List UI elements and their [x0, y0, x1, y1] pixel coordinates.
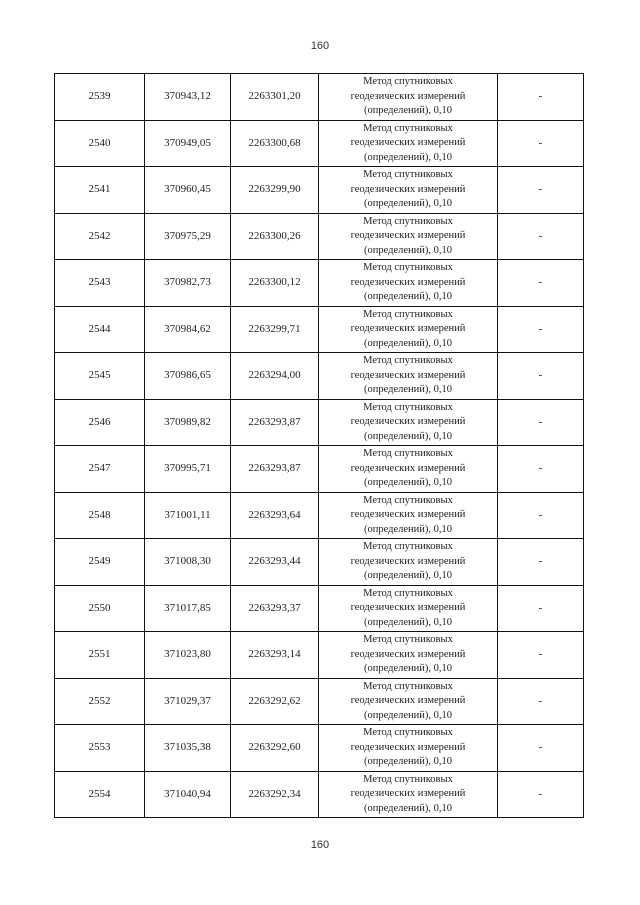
- method-line: Метод спутниковых: [363, 215, 453, 227]
- method-line: (определений), 0,10: [363, 477, 453, 488]
- table-row: [55, 585, 584, 632]
- x-coordinate-cell: 371008,30: [145, 539, 231, 586]
- method-cell: [319, 539, 498, 586]
- note-cell: -: [498, 492, 584, 539]
- method-line: (определений), 0,10: [363, 244, 453, 256]
- method-line: геодезических измерений: [350, 369, 466, 381]
- y-coordinate-cell: 2263293,64: [231, 492, 319, 539]
- method-cell: [319, 771, 498, 818]
- method-line: геодезических измерений: [350, 416, 466, 427]
- method-line: Метод спутниковых: [363, 448, 453, 459]
- table-row: [55, 213, 584, 260]
- point-number-cell: 2547: [55, 446, 145, 493]
- x-coordinate-cell: 370984,62: [145, 306, 231, 353]
- point-number-cell: 2553: [55, 725, 145, 772]
- method-line: геодезических измерений: [350, 555, 466, 567]
- table-row: [55, 725, 584, 772]
- coordinates-table-body: [55, 74, 584, 818]
- table-row: [55, 446, 584, 493]
- y-coordinate-cell: 2263293,87: [231, 399, 319, 446]
- note-cell: -: [498, 74, 584, 121]
- x-coordinate-cell: 370975,29: [145, 213, 231, 260]
- method-line: (определений), 0,10: [363, 198, 453, 209]
- method-line: Метод спутниковых: [363, 401, 453, 413]
- note-cell: -: [498, 260, 584, 307]
- y-coordinate-cell: 2263301,20: [231, 74, 319, 121]
- x-coordinate-cell: 370943,12: [145, 74, 231, 121]
- table-row: [55, 260, 584, 307]
- table-row: [55, 306, 584, 353]
- method-line: Метод спутниковых: [363, 308, 453, 320]
- method-line: геодезических измерений: [350, 509, 466, 520]
- method-cell: [319, 446, 498, 493]
- method-line: геодезических измерений: [350, 602, 466, 613]
- method-line: Метод спутниковых: [363, 122, 453, 134]
- method-line: Метод спутниковых: [363, 634, 453, 645]
- x-coordinate-cell: 370986,65: [145, 353, 231, 400]
- method-cell: [319, 678, 498, 725]
- table-row: [55, 539, 584, 586]
- method-cell: [319, 120, 498, 167]
- page-number-top: 160: [310, 40, 330, 52]
- method-cell: [319, 213, 498, 260]
- method-line: (определений), 0,10: [363, 337, 453, 349]
- x-coordinate-cell: 371017,85: [145, 585, 231, 632]
- point-number-cell: 2551: [55, 632, 145, 679]
- method-line: геодезических измерений: [350, 695, 466, 706]
- x-coordinate-cell: 370960,45: [145, 167, 231, 214]
- method-line: Метод спутниковых: [363, 355, 453, 366]
- method-line: геодезических измерений: [350, 230, 466, 241]
- table-row: [55, 120, 584, 167]
- method-line: (определений), 0,10: [363, 151, 453, 163]
- method-line: (определений), 0,10: [363, 756, 453, 767]
- note-cell: -: [498, 632, 584, 679]
- point-number-cell: 2540: [55, 120, 145, 167]
- method-line: геодезических измерений: [350, 788, 466, 799]
- y-coordinate-cell: 2263300,12: [231, 260, 319, 307]
- method-line: (определений), 0,10: [363, 291, 453, 302]
- y-coordinate-cell: 2263293,87: [231, 446, 319, 493]
- note-cell: -: [498, 771, 584, 818]
- x-coordinate-cell: 370949,05: [145, 120, 231, 167]
- point-number-cell: 2539: [55, 74, 145, 121]
- method-line: (определений), 0,10: [363, 802, 453, 814]
- method-line: (определений), 0,10: [363, 709, 453, 721]
- method-line: геодезических измерений: [350, 276, 466, 288]
- method-line: геодезических измерений: [350, 741, 466, 753]
- method-line: (определений), 0,10: [363, 523, 453, 535]
- note-cell: -: [498, 213, 584, 260]
- y-coordinate-cell: 2263292,60: [231, 725, 319, 772]
- method-line: (определений), 0,10: [363, 663, 453, 674]
- x-coordinate-cell: 371035,38: [145, 725, 231, 772]
- note-cell: -: [498, 399, 584, 446]
- method-line: Метод спутниковых: [363, 262, 453, 273]
- y-coordinate-cell: 2263292,62: [231, 678, 319, 725]
- y-coordinate-cell: 2263292,34: [231, 771, 319, 818]
- x-coordinate-cell: 371023,80: [145, 632, 231, 679]
- method-line: геодезических измерений: [350, 648, 466, 660]
- table-row: [55, 771, 584, 818]
- point-number-cell: 2542: [55, 213, 145, 260]
- y-coordinate-cell: 2263294,00: [231, 353, 319, 400]
- table-row: [55, 74, 584, 121]
- note-cell: -: [498, 353, 584, 400]
- method-line: (определений), 0,10: [363, 570, 453, 581]
- note-cell: -: [498, 725, 584, 772]
- table-row: [55, 632, 584, 679]
- method-line: Метод спутниковых: [363, 587, 453, 599]
- point-number-cell: 2544: [55, 306, 145, 353]
- method-cell: [319, 492, 498, 539]
- method-cell: [319, 353, 498, 400]
- note-cell: -: [498, 120, 584, 167]
- note-cell: -: [498, 446, 584, 493]
- point-number-cell: 2550: [55, 585, 145, 632]
- method-line: геодезических измерений: [350, 462, 466, 474]
- method-line: Метод спутниковых: [363, 727, 453, 738]
- method-line: геодезических измерений: [350, 137, 466, 148]
- x-coordinate-cell: 370982,73: [145, 260, 231, 307]
- point-number-cell: 2554: [55, 771, 145, 818]
- table-row: [55, 353, 584, 400]
- point-number-cell: 2552: [55, 678, 145, 725]
- note-cell: -: [498, 167, 584, 214]
- table-row: [55, 492, 584, 539]
- x-coordinate-cell: 370989,82: [145, 399, 231, 446]
- method-cell: [319, 306, 498, 353]
- point-number-cell: 2543: [55, 260, 145, 307]
- x-coordinate-cell: 371029,37: [145, 678, 231, 725]
- point-number-cell: 2541: [55, 167, 145, 214]
- x-coordinate-cell: 371040,94: [145, 771, 231, 818]
- y-coordinate-cell: 2263300,26: [231, 213, 319, 260]
- note-cell: -: [498, 306, 584, 353]
- point-number-cell: 2548: [55, 492, 145, 539]
- method-line: Метод спутниковых: [363, 169, 453, 180]
- method-line: (определений), 0,10: [363, 105, 453, 116]
- point-number-cell: 2546: [55, 399, 145, 446]
- page-number-bottom: 160: [310, 839, 330, 851]
- method-line: геодезических измерений: [350, 323, 466, 334]
- method-line: (определений), 0,10: [363, 616, 453, 628]
- y-coordinate-cell: 2263299,71: [231, 306, 319, 353]
- method-line: Метод спутниковых: [363, 494, 453, 506]
- method-cell: [319, 632, 498, 679]
- method-line: Метод спутниковых: [363, 76, 453, 87]
- method-cell: [319, 725, 498, 772]
- y-coordinate-cell: 2263293,14: [231, 632, 319, 679]
- note-cell: -: [498, 539, 584, 586]
- method-line: (определений), 0,10: [363, 430, 453, 442]
- table-row: [55, 678, 584, 725]
- x-coordinate-cell: 371001,11: [145, 492, 231, 539]
- method-cell: [319, 399, 498, 446]
- method-cell: [319, 585, 498, 632]
- method-line: Метод спутниковых: [363, 541, 453, 552]
- y-coordinate-cell: 2263299,90: [231, 167, 319, 214]
- point-number-cell: 2545: [55, 353, 145, 400]
- note-cell: -: [498, 678, 584, 725]
- x-coordinate-cell: 370995,71: [145, 446, 231, 493]
- method-cell: [319, 74, 498, 121]
- method-line: Метод спутниковых: [363, 773, 453, 785]
- method-line: геодезических измерений: [350, 183, 466, 195]
- y-coordinate-cell: 2263300,68: [231, 120, 319, 167]
- note-cell: -: [498, 585, 584, 632]
- point-number-cell: 2549: [55, 539, 145, 586]
- table-row: [55, 167, 584, 214]
- method-line: геодезических измерений: [350, 90, 466, 102]
- coordinates-table: [54, 73, 584, 818]
- y-coordinate-cell: 2263293,37: [231, 585, 319, 632]
- method-cell: [319, 260, 498, 307]
- y-coordinate-cell: 2263293,44: [231, 539, 319, 586]
- method-cell: [319, 167, 498, 214]
- method-line: Метод спутниковых: [363, 680, 453, 692]
- table-row: [55, 399, 584, 446]
- method-line: (определений), 0,10: [363, 384, 453, 395]
